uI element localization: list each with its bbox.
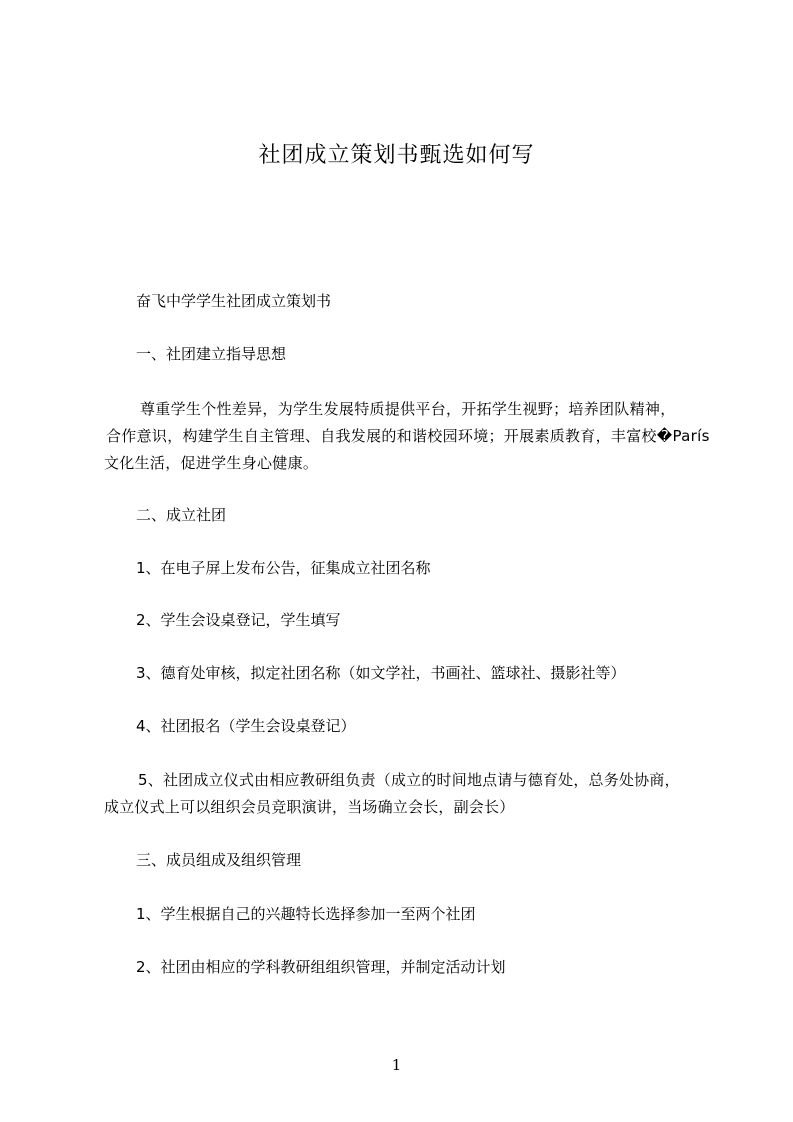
section-2-item-5-line-2: 成立仪式上可以组织会员竞职演讲，当场确立会长，副会长） xyxy=(104,798,515,816)
document-title: 社团成立策划书甄选如何写 xyxy=(258,143,535,168)
section-1-heading: 一、社团建立指导思想 xyxy=(136,345,287,363)
section-2-item-4: 4、社团报名（学生会设桌登记） xyxy=(136,717,356,735)
section-3-item-2: 2、社团由相应的学科教研组组织管理，并制定活动计划 xyxy=(136,958,506,976)
section-2-item-2: 2、学生会设桌登记，学生填写 xyxy=(136,611,341,629)
section-1-paragraph-line-3: 文化生活，促进学生身心健康。 xyxy=(104,454,319,472)
section-3-item-1: 1、学生根据自己的兴趣特长选择参加一至两个社团 xyxy=(136,905,476,923)
page-number: 1 xyxy=(391,1056,402,1074)
section-2-heading: 二、成立社团 xyxy=(136,506,227,524)
section-2-item-5-line-1: 5、社团成立仪式由相应教研组负责（成立的时间地点请与德育处，总务处协商， xyxy=(138,771,680,789)
section-1-paragraph-line-2: 合作意识，构建学生自主管理、自我发展的和谐校园环境；开展素质教育，丰富校�París xyxy=(106,427,710,445)
section-2-item-3: 3、德育处审核，拟定社团名称（如文学社，书画社、篮球社、摄影社等） xyxy=(136,664,626,682)
section-2-item-1: 1、在电子屏上发布公告，征集成立社团名称 xyxy=(136,559,431,577)
document-subtitle: 奋飞中学学生社团成立策划书 xyxy=(136,292,332,310)
section-1-paragraph-line-1: 尊重学生个性差异，为学生发展特质提供平台，开拓学生视野；培养团队精神， xyxy=(140,400,676,418)
section-3-heading: 三、成员组成及组织管理 xyxy=(136,851,302,869)
